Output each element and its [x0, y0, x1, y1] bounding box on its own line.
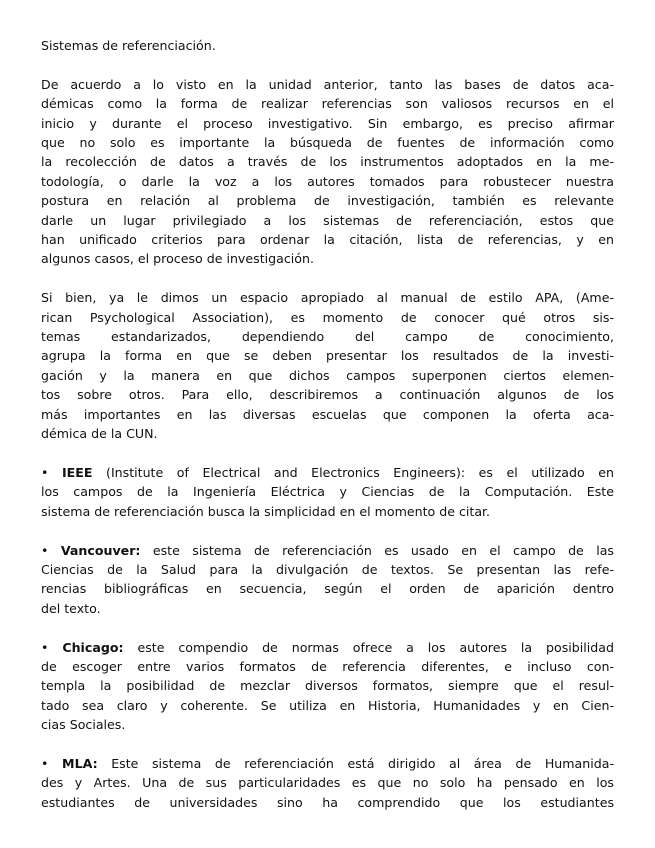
section-title: Sistemas de referenciación.	[41, 38, 216, 53]
text-line	[41, 754, 614, 773]
text-line: des y Artes. Una de sus particularidades es que no solo ha pensado en los	[41, 775, 614, 791]
bullet-icon: •	[41, 464, 49, 480]
item-text: (Institute of Electrical and Electronics Engineers): es el utilizado en	[92, 464, 614, 480]
item-text: Este sistema de referenciación está dirigido al área de Humanida-	[97, 755, 614, 771]
text-line: sistema de referenciación busca la simplicidad en el momento de citar.	[41, 503, 491, 519]
text-line: la recolección de datos a través de los instrumentos adoptados en la me-	[41, 154, 614, 170]
text-line: los campos de la Ingeniería Eléctrica y Ciencias de la Computación. Este	[41, 484, 614, 500]
item-text: este sistema de referenciación es usado en el campo de las	[140, 542, 614, 558]
text-line: del texto.	[41, 600, 101, 616]
text-line: démica de la CUN.	[41, 426, 158, 442]
text-line: darle un lugar privilegiado a los sistemas de referenciación, estos que	[41, 212, 614, 228]
text-line: De acuerdo a lo visto en la unidad anterior, tanto las bases de datos aca-	[41, 76, 614, 92]
item-term: Chicago:	[62, 639, 124, 655]
text-line: rencias bibliográficas en secuencia, según el orden de aparición dentro	[41, 581, 614, 597]
text-line: temas estandarizados, dependiendo del campo de conocimiento,	[41, 329, 614, 345]
list-item-vancouver	[41, 541, 614, 619]
list-item-chicago	[41, 638, 614, 735]
bullet-icon: •	[41, 542, 49, 558]
text-line: todología, o darle la voz a los autores tomados para robustecer nuestra	[41, 173, 614, 189]
list-item-mla	[41, 754, 614, 812]
paragraph-systems-intro	[41, 288, 614, 443]
item-text: este compendio de normas ofrece a los autores la posibilidad	[123, 639, 614, 655]
list-item-ieee	[41, 463, 614, 521]
document-page	[41, 36, 614, 832]
text-line	[41, 463, 614, 482]
text-line: más importantes en las diversas escuelas que componen la oferta aca-	[41, 406, 614, 422]
item-term: MLA:	[62, 755, 98, 771]
bullet-icon: •	[41, 755, 49, 771]
text-line: démicas como la forma de realizar referencias son valiosos recursos en el	[41, 96, 614, 112]
text-line: postura en relación al problema de investigación, también es relevante	[41, 193, 614, 209]
text-line: estudiantes de universidades sino ha comprendido que los estudiantes	[41, 794, 614, 810]
text-line: rican Psychological Association), es momento de conocer qué otros sis-	[41, 309, 614, 325]
bullet-icon: •	[41, 639, 49, 655]
text-line: tos sobre otros. Para ello, describiremos a continuación algunos de los	[41, 387, 614, 403]
paragraph-intro	[41, 75, 614, 269]
text-line: Si bien, ya le dimos un espacio apropiado al manual de estilo APA, (Ame-	[41, 290, 614, 306]
text-line: inicio y durante el proceso investigativo. Sin embargo, es preciso afirmar	[41, 115, 614, 131]
text-line	[41, 638, 614, 657]
text-line: agrupa la forma en que se deben presentar los resultados de la investi-	[41, 348, 614, 364]
text-line: tado sea claro y coherente. Se utiliza en Historia, Humanidades y en Cien-	[41, 697, 614, 713]
text-line: Ciencias de la Salud para la divulgación de textos. Se presentan las refe-	[41, 561, 614, 577]
text-line: algunos casos, el proceso de investigación.	[41, 251, 314, 267]
text-line: han unificado criterios para ordenar la citación, lista de referencias, y en	[41, 232, 614, 248]
text-line: de escoger entre varios formatos de referencia diferentes, e incluso con-	[41, 658, 614, 674]
text-line: gación y la manera en que dichos campos superponen ciertos elemen-	[41, 367, 614, 383]
item-term: IEEE	[61, 464, 93, 480]
text-line: que no solo es importante la búsqueda de fuentes de información como	[41, 135, 614, 151]
text-line: templa la posibilidad de mezclar diversos formatos, siempre que el resul-	[41, 678, 614, 694]
item-term: Vancouver:	[60, 542, 141, 558]
text-line	[41, 541, 614, 560]
text-line: cias Sociales.	[41, 717, 126, 733]
